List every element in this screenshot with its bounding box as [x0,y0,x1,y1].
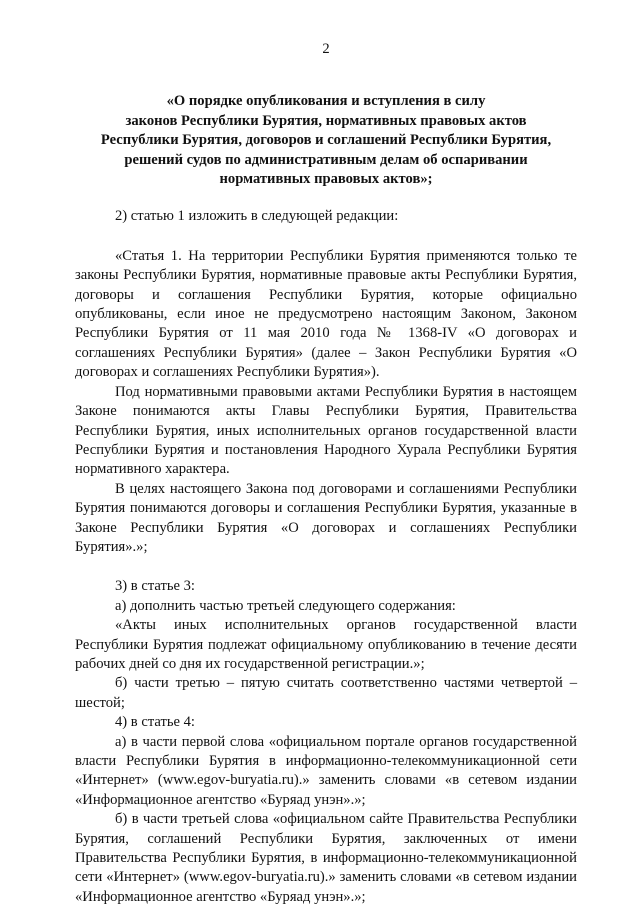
page-number: 2 [322,41,330,57]
paragraph: а) в части первой слова «официальном портале органов государственной власти Республики Бурятия в информационно-телекоммуникационной сети «Интернет» (www.egov-buryatia.ru).» заменить словами «в сетевом издании «Информационное агентство «Буряад унэн».»; [75,733,577,808]
title-line: Республики Бурятия, договоров и соглашений Республики Бурятия, [100,132,552,149]
paragraph: «Статья 1. На территории Республики Бурятия применяются только те законы Республики Бурятия, нормативные правовые акты Республики Бурятия, договоры и соглашения Республики Бурятия, которые официально опубликованы, если иное не предусмотрено настоящим Законом, Законом Республики Бурятия от 11 мая 2010 года № 1368-IV «О договорах и соглашениях Республики Бурятия» (далее – Закон Республики Бурятия «О договорах и соглашениях Республики Бурятия»). [75,247,577,381]
paragraph: 4) в статье 4: [115,714,195,731]
paragraph: б) части третью – пятую считать соответственно частями четвертой – шестой; [75,675,577,711]
title-line: законов Республики Бурятия, нормативных правовых актов [125,112,527,129]
title-line: решений судов по административным делам об оспаривании [124,151,528,168]
title-line: нормативных правовых актов»; [219,171,433,188]
paragraph: «Акты иных исполнительных органов государственной власти Республики Бурятия подлежат официальному опубликованию в течение десяти рабочих дней со дня их государственной регистрации.»; [75,617,577,672]
paragraph: б) в части третьей слова «официальном сайте Правительства Республики Бурятия, соглашений Республики Бурятия, заключенных от имени Правительства Республики Бурятия, в информационно-телекоммуникационной сети «Интернет» (www.egov-buryatia.ru).» заменить словами «в сетевом издании «Информационное агентство «Буряад унэн».»; [75,811,577,905]
title-line: «О порядке опубликования и вступления в силу [166,93,486,110]
paragraph: Под нормативными правовыми актами Республики Бурятия в настоящем Законе понимаются акты Главы Республики Бурятия, Правительства Республики Бурятия, иных исполнительных органов государственной власти Республики Бурятия и постановления Народного Хурала Республики Бурятия нормативного характера. [75,383,577,478]
article-3-4-amendments [75,577,577,907]
paragraph: 3) в статье 3: [115,578,195,595]
paragraph: В целях настоящего Закона под договорами и соглашениями Республики Бурятия понимаются договоры и соглашения Республики Бурятия, указанные в Законе Республики Бурятия «О договорах и соглашениях Республики Бурятия».»; [75,480,577,555]
law-title [75,92,577,189]
intro-paragraph: 2) статью 1 изложить в следующей редакции: [115,208,399,225]
article-1-text [75,247,577,558]
document-page [75,40,577,907]
paragraph: а) дополнить частью третьей следующего содержания: [115,597,456,614]
